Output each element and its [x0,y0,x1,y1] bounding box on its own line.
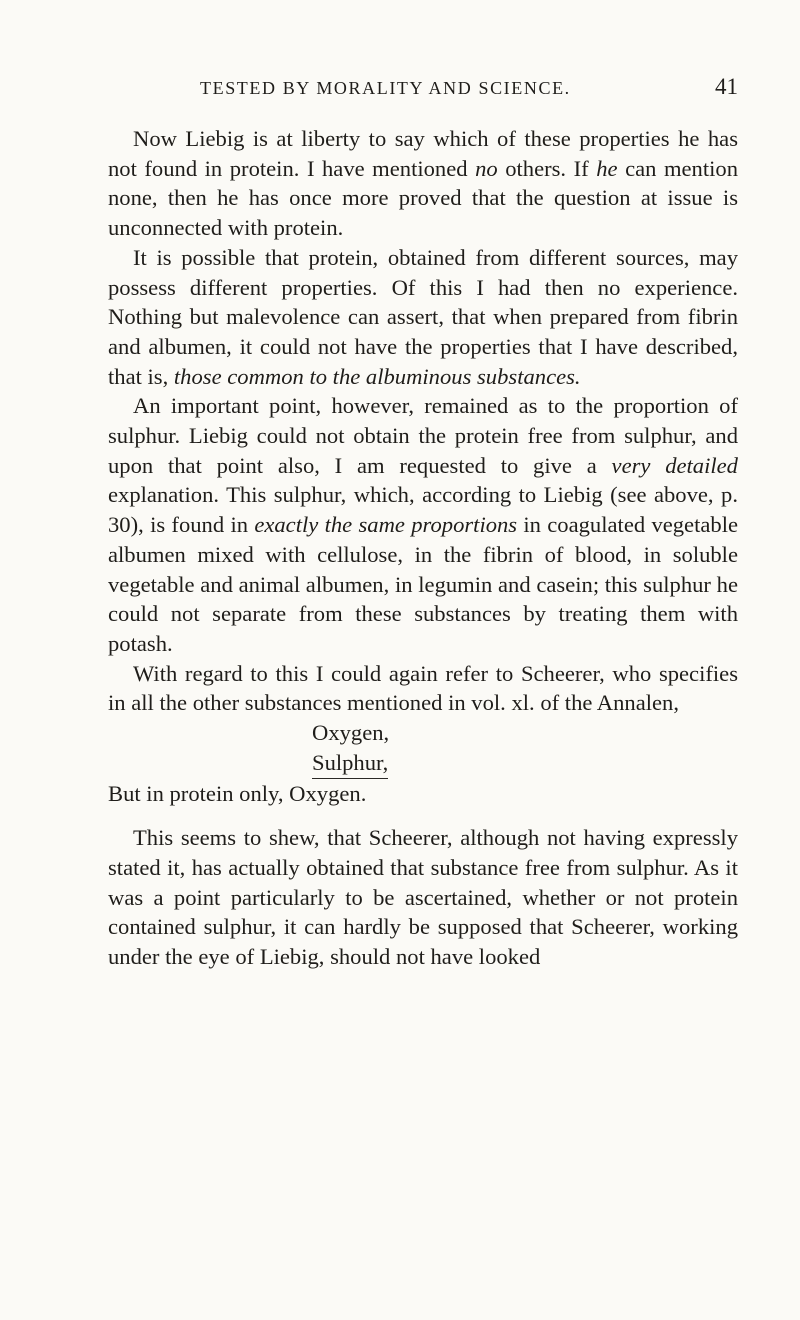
paragraph-3 [108,391,738,658]
paragraph-5: But in protein only, Oxygen. [108,781,367,807]
text-run: can mention none, then he has once more proved that the question at issue is unconnected with protein. [108,155,738,241]
text-run: in coagulated vegetable albumen mixed with cellulose, in the fibrin of blood, in soluble vegetable and animal albumen, in legumin and casein; this sulphur he could not separate from these substances by treating them with potash. [108,512,738,656]
page-number: 41 [715,74,738,99]
paragraph-6: This seems to shew, that Scheerer, although not having expressly stated it, has actually obtained that substance free from sulphur. As it was a point particularly to be ascertained, whether or not protein contained sulphur, it can hardly be supposed that Scheerer, working under the eye of Liebig, should not have looked [108,825,738,969]
italic-run: those common to the albuminous substances. [173,363,581,389]
spacer [108,809,738,823]
element-list [108,718,738,779]
italic-run: very detailed [611,452,738,478]
running-title: TESTED BY MORALITY AND SCIENCE. [200,78,571,98]
page-header [108,74,738,108]
list-item-oxygen: Oxygen, [312,720,390,746]
italic-run: exactly the same proportions [254,512,518,538]
text-run: Now Liebig is at liberty to say which of these properties he has not found in protein. I have mentioned [108,126,738,181]
list-item-sulphur [108,748,738,780]
paragraph-4: With regard to this I could again refer to Scheerer, who specifies in all the other substances mentioned in vol. xl. of the Annalen, [108,660,738,716]
body-text [108,124,738,972]
italic-run: no [475,155,498,181]
text-run: explanation. This sulphur, which, according to Liebig (see above, p. 30), is found in [108,482,738,538]
paragraph-1 [108,124,738,243]
paragraph-2 [108,243,738,392]
italic-run: he [596,155,618,181]
list-item-sulphur-text: Sulphur, [312,748,388,780]
text-run: An important point, however, remained as to the proportion of sulphur. Liebig could not obtain the protein free from sulphur, and upon that point also, I am requested to give a [108,393,738,478]
text-run: It is possible that protein, obtained from different sources, may possess different properties. Of this I had then no experience. Nothing but malevolence can assert, that when prepared from fibrin and albumen, it could not have the properties that I have described, that is, [108,244,738,389]
text-run: others. If [497,155,597,181]
